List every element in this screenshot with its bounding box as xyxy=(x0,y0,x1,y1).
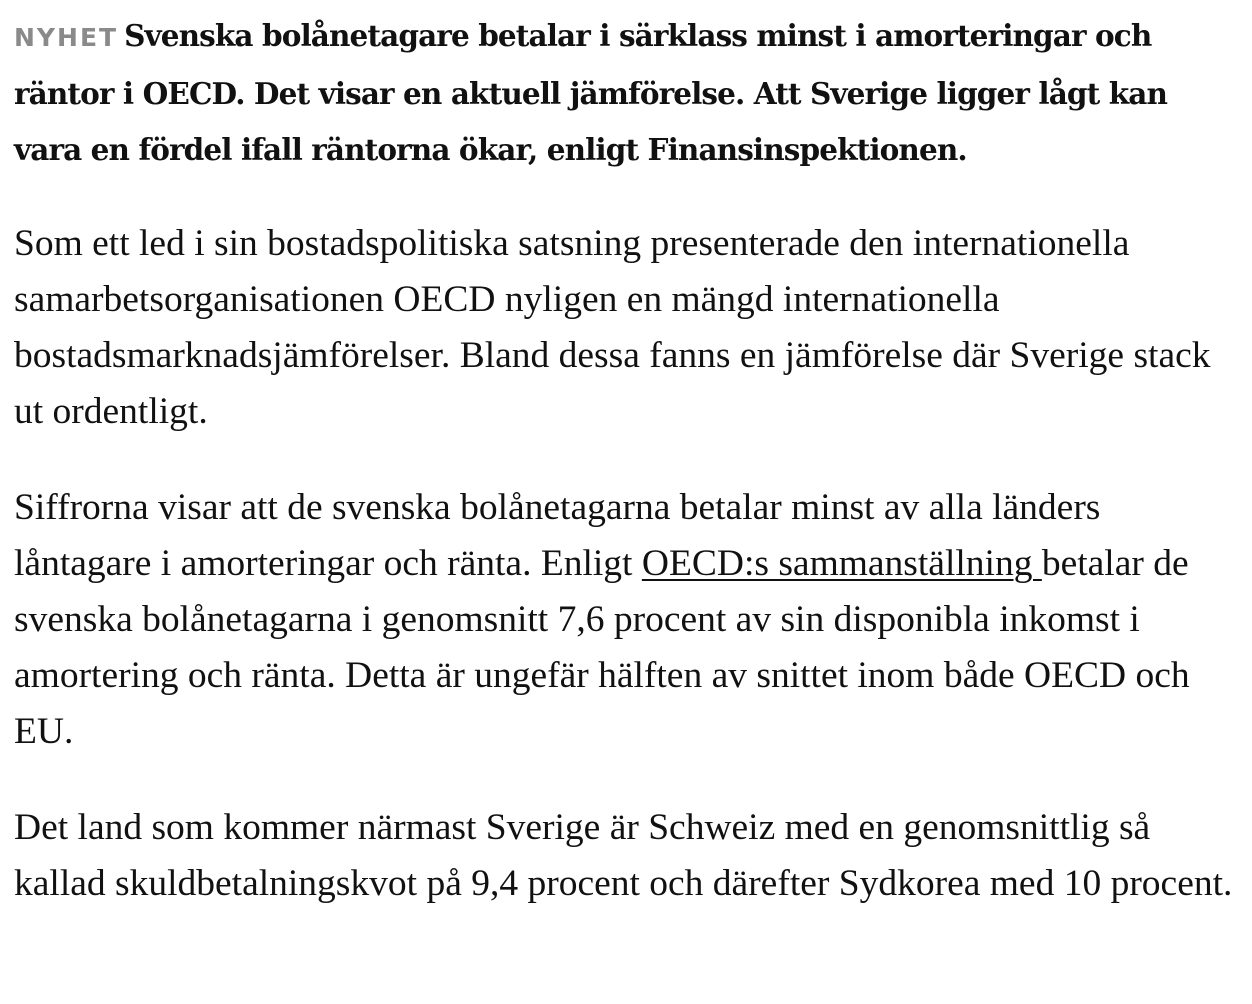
article-body xyxy=(14,8,1238,912)
paragraph-2 xyxy=(14,480,1238,760)
lead-text: Svenska bolånetagare betalar i särklass minst i amorteringar och räntor i OECD. Det visar en aktuell jämförelse. Att Sverige ligger lågt kan vara en fördel ifall räntorna ökar, enligt Finansinspektionen. xyxy=(14,18,1168,167)
paragraph-3: Det land som kommer närmast Sverige är Schweiz med en genomsnittlig så kallad skuldbetalningskvot på 9,4 procent och därefter Sydkorea med 10 procent. xyxy=(14,807,1233,904)
kicker-label: NYHET xyxy=(14,23,119,52)
paragraph-2-text-after: betalar de svenska bolånetagarna i genomsnitt 7,6 procent av sin disponibla inkomst i amortering och ränta. Detta är ungefär hälften av snittet inom både OECD och EU. xyxy=(14,543,1190,752)
oecd-report-link[interactable]: OECD:s sammanställning xyxy=(641,543,1042,584)
article-lead xyxy=(14,8,1238,178)
paragraph-2-text-before: Siffrorna visar att de svenska bolånetagarna betalar minst av alla länders låntagare i amorteringar och ränta. Enligt xyxy=(14,487,1101,584)
paragraph-1: Som ett led i sin bostadspolitiska satsning presenterade den internationella samarbetsorganisationen OECD nyligen en mängd internationella bostadsmarknadsjämförelser. Bland dessa fanns en jämförelse där Sverige stack ut ordentligt. xyxy=(14,223,1211,432)
